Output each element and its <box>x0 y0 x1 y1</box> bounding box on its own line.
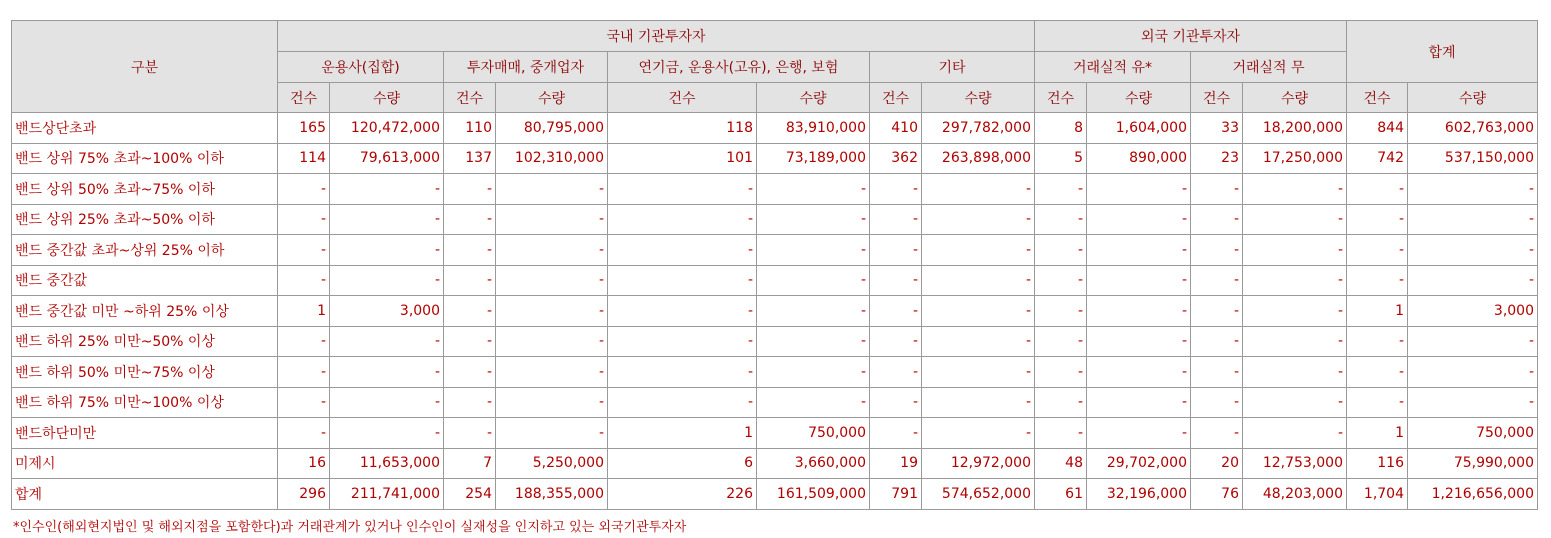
count-cell: - <box>870 357 922 388</box>
amount-cell: - <box>1243 387 1347 418</box>
count-cell: - <box>444 326 496 357</box>
count-cell: - <box>1191 387 1243 418</box>
amount-cell: - <box>496 326 608 357</box>
amount-cell: 1,216,656,000 <box>1408 479 1538 510</box>
amount-cell: - <box>1243 326 1347 357</box>
count-cell: - <box>1191 235 1243 266</box>
count-cell: 61 <box>1035 479 1087 510</box>
header-group: 운용사(집합) <box>278 52 444 83</box>
amount-cell: 750,000 <box>1408 418 1538 449</box>
count-cell: 1 <box>1347 296 1408 327</box>
count-cell: 226 <box>608 479 757 510</box>
amount-cell: - <box>757 204 870 235</box>
amount-cell: - <box>1087 265 1191 296</box>
row-label: 밴드 하위 50% 미만~75% 이상 <box>12 357 278 388</box>
count-cell: - <box>1191 326 1243 357</box>
amount-cell: - <box>922 174 1035 205</box>
amount-cell: - <box>922 204 1035 235</box>
count-cell: - <box>1035 326 1087 357</box>
header-group: 거래실적 무 <box>1191 52 1347 83</box>
amount-cell: - <box>330 265 444 296</box>
table-row <box>12 174 1538 205</box>
amount-cell: - <box>1087 357 1191 388</box>
amount-cell: 3,000 <box>1408 296 1538 327</box>
amount-cell: 161,509,000 <box>757 479 870 510</box>
count-cell: - <box>608 387 757 418</box>
count-cell: - <box>1347 235 1408 266</box>
count-cell: - <box>444 296 496 327</box>
amount-cell: 17,250,000 <box>1243 143 1347 174</box>
amount-cell: - <box>1087 204 1191 235</box>
amount-cell: 297,782,000 <box>922 113 1035 144</box>
row-label: 밴드 중간값 <box>12 265 278 296</box>
header-group: 기타 <box>870 52 1035 83</box>
count-cell: - <box>1035 387 1087 418</box>
count-cell: - <box>1347 387 1408 418</box>
amount-cell: 12,753,000 <box>1243 448 1347 479</box>
amount-cell: - <box>330 387 444 418</box>
count-cell: - <box>444 357 496 388</box>
table-row <box>12 143 1538 174</box>
count-cell: - <box>1191 296 1243 327</box>
count-cell: - <box>1191 204 1243 235</box>
header-count: 건수 <box>1191 83 1243 113</box>
amount-cell: - <box>330 357 444 388</box>
amount-cell: - <box>496 418 608 449</box>
count-cell: - <box>1191 174 1243 205</box>
table-row <box>12 265 1538 296</box>
header-domestic-investors: 국내 기관투자자 <box>278 21 1035 52</box>
count-cell: 16 <box>278 448 330 479</box>
header-group: 연기금, 운용사(고유), 은행, 보험 <box>608 52 870 83</box>
row-label: 밴드 하위 25% 미만~50% 이상 <box>12 326 278 357</box>
count-cell: 362 <box>870 143 922 174</box>
amount-cell: 890,000 <box>1087 143 1191 174</box>
header-foreign-investors: 외국 기관투자자 <box>1035 21 1347 52</box>
count-cell: - <box>1191 357 1243 388</box>
amount-cell: 83,910,000 <box>757 113 870 144</box>
amount-cell: - <box>1243 418 1347 449</box>
amount-cell: - <box>922 235 1035 266</box>
amount-cell: - <box>1087 174 1191 205</box>
count-cell: - <box>870 174 922 205</box>
amount-cell: 32,196,000 <box>1087 479 1191 510</box>
header-total: 합계 <box>1347 21 1538 83</box>
header-count: 건수 <box>608 83 757 113</box>
amount-cell: 120,472,000 <box>330 113 444 144</box>
amount-cell: - <box>757 296 870 327</box>
count-cell: - <box>444 235 496 266</box>
count-cell: - <box>1347 357 1408 388</box>
header-amount: 수량 <box>1243 83 1347 113</box>
count-cell: - <box>278 326 330 357</box>
amount-cell: - <box>1408 387 1538 418</box>
amount-cell: 12,972,000 <box>922 448 1035 479</box>
count-cell: - <box>870 326 922 357</box>
count-cell: - <box>278 204 330 235</box>
amount-cell: - <box>1243 204 1347 235</box>
count-cell: - <box>1347 174 1408 205</box>
count-cell: - <box>278 418 330 449</box>
amount-cell: - <box>330 326 444 357</box>
amount-cell: 263,898,000 <box>922 143 1035 174</box>
amount-cell: - <box>496 357 608 388</box>
count-cell: - <box>1347 204 1408 235</box>
amount-cell: - <box>496 387 608 418</box>
count-cell: 1 <box>1347 418 1408 449</box>
table-row <box>12 479 1538 510</box>
table-row <box>12 204 1538 235</box>
table-row <box>12 418 1538 449</box>
amount-cell: - <box>496 235 608 266</box>
count-cell: - <box>608 265 757 296</box>
header-amount: 수량 <box>757 83 870 113</box>
row-label: 합계 <box>12 479 278 510</box>
table-row <box>12 357 1538 388</box>
count-cell: - <box>870 265 922 296</box>
count-cell: - <box>1035 174 1087 205</box>
count-cell: 165 <box>278 113 330 144</box>
amount-cell: 5,250,000 <box>496 448 608 479</box>
amount-cell: - <box>1087 418 1191 449</box>
header-category: 구분 <box>12 21 278 113</box>
amount-cell: - <box>496 296 608 327</box>
count-cell: - <box>1191 265 1243 296</box>
count-cell: - <box>870 296 922 327</box>
amount-cell: - <box>1243 265 1347 296</box>
amount-cell: - <box>1243 296 1347 327</box>
table-row <box>12 296 1538 327</box>
count-cell: - <box>278 357 330 388</box>
row-label: 밴드 중간값 초과~상위 25% 이하 <box>12 235 278 266</box>
amount-cell: 48,203,000 <box>1243 479 1347 510</box>
count-cell: - <box>1347 265 1408 296</box>
header-count: 건수 <box>444 83 496 113</box>
amount-cell: 80,795,000 <box>496 113 608 144</box>
amount-cell: - <box>1243 235 1347 266</box>
count-cell: - <box>608 235 757 266</box>
count-cell: - <box>278 174 330 205</box>
count-cell: - <box>870 387 922 418</box>
count-cell: 7 <box>444 448 496 479</box>
amount-cell: - <box>496 204 608 235</box>
count-cell: - <box>608 174 757 205</box>
count-cell: 116 <box>1347 448 1408 479</box>
count-cell: 101 <box>608 143 757 174</box>
count-cell: - <box>1035 418 1087 449</box>
amount-cell: - <box>1087 387 1191 418</box>
row-label: 밴드 하위 75% 미만~100% 이상 <box>12 387 278 418</box>
amount-cell: - <box>1087 326 1191 357</box>
amount-cell: - <box>757 326 870 357</box>
count-cell: - <box>1191 418 1243 449</box>
count-cell: 23 <box>1191 143 1243 174</box>
count-cell: 296 <box>278 479 330 510</box>
count-cell: - <box>444 174 496 205</box>
table-row <box>12 235 1538 266</box>
amount-cell: - <box>757 235 870 266</box>
count-cell: - <box>870 418 922 449</box>
row-label: 밴드 중간값 미만 ~하위 25% 이상 <box>12 296 278 327</box>
allocation-table <box>11 20 1538 510</box>
header-amount: 수량 <box>1087 83 1191 113</box>
amount-cell: - <box>1408 235 1538 266</box>
row-label: 밴드상단초과 <box>12 113 278 144</box>
count-cell: 410 <box>870 113 922 144</box>
header-count: 건수 <box>1347 83 1408 113</box>
amount-cell: - <box>922 326 1035 357</box>
count-cell: 137 <box>444 143 496 174</box>
amount-cell: - <box>1087 296 1191 327</box>
amount-cell: 750,000 <box>757 418 870 449</box>
amount-cell: - <box>922 387 1035 418</box>
count-cell: 48 <box>1035 448 1087 479</box>
header-count: 건수 <box>1035 83 1087 113</box>
amount-cell: - <box>1408 204 1538 235</box>
count-cell: - <box>278 265 330 296</box>
amount-cell: 102,310,000 <box>496 143 608 174</box>
count-cell: 110 <box>444 113 496 144</box>
count-cell: - <box>1035 235 1087 266</box>
row-label: 미제시 <box>12 448 278 479</box>
table-row <box>12 387 1538 418</box>
amount-cell: - <box>1408 265 1538 296</box>
row-label: 밴드 상위 75% 초과~100% 이하 <box>12 143 278 174</box>
count-cell: 76 <box>1191 479 1243 510</box>
count-cell: 33 <box>1191 113 1243 144</box>
amount-cell: 29,702,000 <box>1087 448 1191 479</box>
count-cell: - <box>1035 296 1087 327</box>
row-label: 밴드 상위 50% 초과~75% 이하 <box>12 174 278 205</box>
amount-cell: - <box>1243 357 1347 388</box>
amount-cell: 3,000 <box>330 296 444 327</box>
amount-cell: - <box>496 265 608 296</box>
header-amount: 수량 <box>922 83 1035 113</box>
header-amount: 수량 <box>496 83 608 113</box>
amount-cell: - <box>922 296 1035 327</box>
amount-cell: 73,189,000 <box>757 143 870 174</box>
amount-cell: - <box>1408 357 1538 388</box>
count-cell: - <box>1347 326 1408 357</box>
amount-cell: 1,604,000 <box>1087 113 1191 144</box>
count-cell: - <box>278 235 330 266</box>
table-row <box>12 326 1538 357</box>
header-group: 거래실적 유* <box>1035 52 1191 83</box>
amount-cell: - <box>330 418 444 449</box>
amount-cell: 18,200,000 <box>1243 113 1347 144</box>
count-cell: 1,704 <box>1347 479 1408 510</box>
amount-cell: 537,150,000 <box>1408 143 1538 174</box>
count-cell: 8 <box>1035 113 1087 144</box>
amount-cell: - <box>757 174 870 205</box>
count-cell: - <box>444 204 496 235</box>
count-cell: 20 <box>1191 448 1243 479</box>
count-cell: 114 <box>278 143 330 174</box>
count-cell: 118 <box>608 113 757 144</box>
count-cell: - <box>870 235 922 266</box>
header-amount: 수량 <box>330 83 444 113</box>
table-row <box>12 448 1538 479</box>
count-cell: 742 <box>1347 143 1408 174</box>
count-cell: - <box>608 326 757 357</box>
row-label: 밴드하단미만 <box>12 418 278 449</box>
footnote: *인수인(해외현지법인 및 해외지점을 포함한다)과 거래관계가 있거나 인수인이 실재성을 인지하고 있는 외국기관투자자 <box>13 520 687 535</box>
amount-cell: - <box>1087 235 1191 266</box>
count-cell: - <box>608 296 757 327</box>
amount-cell: 602,763,000 <box>1408 113 1538 144</box>
count-cell: - <box>278 387 330 418</box>
amount-cell: 188,355,000 <box>496 479 608 510</box>
row-label: 밴드 상위 25% 초과~50% 이하 <box>12 204 278 235</box>
amount-cell: - <box>757 387 870 418</box>
amount-cell: - <box>496 174 608 205</box>
amount-cell: - <box>922 418 1035 449</box>
amount-cell: - <box>330 235 444 266</box>
count-cell: 254 <box>444 479 496 510</box>
count-cell: 1 <box>608 418 757 449</box>
amount-cell: - <box>757 357 870 388</box>
amount-cell: 75,990,000 <box>1408 448 1538 479</box>
table-row <box>12 113 1538 144</box>
amount-cell: 3,660,000 <box>757 448 870 479</box>
count-cell: - <box>870 204 922 235</box>
header-group: 투자매매, 중개업자 <box>444 52 608 83</box>
count-cell: - <box>444 387 496 418</box>
count-cell: - <box>1035 357 1087 388</box>
header-count: 건수 <box>278 83 330 113</box>
count-cell: - <box>444 265 496 296</box>
count-cell: - <box>608 204 757 235</box>
header-amount: 수량 <box>1408 83 1538 113</box>
count-cell: 844 <box>1347 113 1408 144</box>
amount-cell: - <box>330 204 444 235</box>
amount-cell: - <box>330 174 444 205</box>
count-cell: - <box>1035 204 1087 235</box>
count-cell: 19 <box>870 448 922 479</box>
amount-cell: - <box>1408 326 1538 357</box>
count-cell: - <box>608 357 757 388</box>
count-cell: 1 <box>278 296 330 327</box>
amount-cell: - <box>922 265 1035 296</box>
count-cell: 6 <box>608 448 757 479</box>
count-cell: 791 <box>870 479 922 510</box>
header-count: 건수 <box>870 83 922 113</box>
amount-cell: 79,613,000 <box>330 143 444 174</box>
count-cell: 5 <box>1035 143 1087 174</box>
count-cell: - <box>1035 265 1087 296</box>
amount-cell: - <box>1243 174 1347 205</box>
amount-cell: - <box>757 265 870 296</box>
amount-cell: 574,652,000 <box>922 479 1035 510</box>
amount-cell: - <box>1408 174 1538 205</box>
amount-cell: 11,653,000 <box>330 448 444 479</box>
amount-cell: 211,741,000 <box>330 479 444 510</box>
count-cell: - <box>444 418 496 449</box>
amount-cell: - <box>922 357 1035 388</box>
